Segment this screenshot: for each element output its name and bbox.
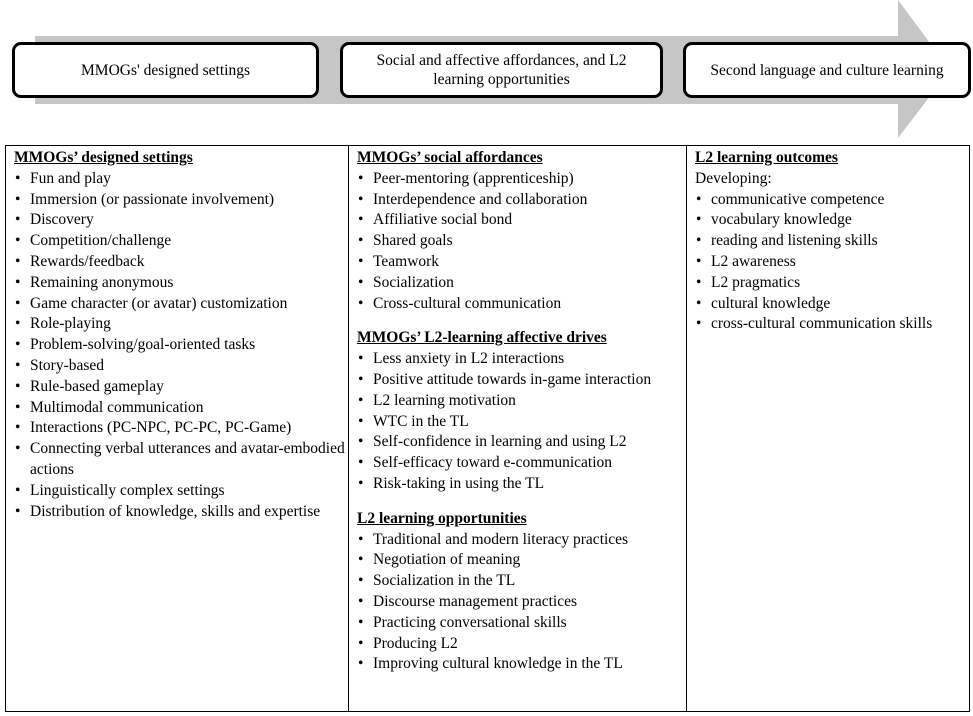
list-item: • Shared goals — [357, 231, 686, 252]
section-heading: MMOGs’ L2-learning affective drives — [357, 329, 607, 347]
section-intro: Developing: — [695, 169, 772, 187]
section — [357, 328, 686, 494]
list-item: • Distribution of knowledge, skills and expertise — [14, 502, 348, 523]
section-heading: MMOGs’ designed settings — [14, 149, 193, 166]
list-item: • L2 learning motivation — [357, 391, 686, 412]
column-designed-settings — [6, 146, 348, 711]
list-item: • Producing L2 — [357, 634, 686, 655]
list-item: • communicative competence — [695, 190, 969, 211]
list-item: • Negotiation of meaning — [357, 550, 686, 571]
list-item: • L2 pragmatics — [695, 273, 969, 294]
list-item: • L2 awareness — [695, 252, 969, 273]
list-item: • Story-based — [14, 356, 348, 377]
list-item: • Role-playing — [14, 314, 348, 335]
column-outcomes — [686, 146, 969, 711]
list-item: • Risk-taking in using the TL — [357, 474, 686, 495]
list-item: • Rewards/feedback — [14, 252, 348, 273]
list-item: • Self-efficacy toward e-communication — [357, 453, 686, 474]
list-item: • cross-cultural communication skills — [695, 314, 969, 335]
list-item: • Immersion (or passionate involvement) — [14, 190, 348, 211]
list-item: • vocabulary knowledge — [695, 210, 969, 231]
list-item: • Discovery — [14, 210, 348, 231]
list-item: • Improving cultural knowledge in the TL — [357, 654, 686, 675]
framework-table — [5, 145, 970, 712]
flow-box-language-learning — [683, 42, 971, 98]
section — [357, 509, 686, 675]
list-item: • Self-confidence in learning and using L2 — [357, 432, 686, 453]
list-item: • Game character (or avatar) customization — [14, 294, 348, 315]
section — [14, 148, 348, 522]
column-affordances — [348, 146, 686, 711]
flow-box-affordances — [340, 42, 663, 98]
list-item: • Rule-based gameplay — [14, 377, 348, 398]
flow-label: MMOGs' designed settings — [81, 61, 250, 79]
bullet-list — [357, 349, 686, 495]
list-item: • Positive attitude towards in-game interaction — [357, 370, 686, 391]
list-item: • Fun and play — [14, 169, 348, 190]
section — [357, 148, 686, 314]
list-item: • Practicing conversational skills — [357, 613, 686, 634]
list-item: • Affiliative social bond — [357, 210, 686, 231]
list-item: • Cross-cultural communication — [357, 294, 686, 315]
list-item: • Linguistically complex settings — [14, 481, 348, 502]
list-item: • Connecting verbal utterances and avatar-embodied actions — [14, 439, 348, 481]
list-item: • Interdependence and collaboration — [357, 190, 686, 211]
list-item: • Socialization — [357, 273, 686, 294]
section-heading: L2 learning outcomes — [695, 149, 838, 166]
section-heading: MMOGs’ social affordances — [357, 149, 543, 166]
list-item: • Competition/challenge — [14, 231, 348, 252]
list-item: • Socialization in the TL — [357, 571, 686, 592]
bullet-list — [695, 190, 969, 336]
bullet-list — [14, 169, 348, 523]
list-item: • cultural knowledge — [695, 294, 969, 315]
list-item: • Interactions (PC-NPC, PC-PC, PC-Game) — [14, 418, 348, 439]
bullet-list — [357, 530, 686, 676]
section — [695, 148, 969, 335]
flow-label: Social and affective affordances, and L2 learning opportunities — [376, 52, 627, 88]
list-item: • WTC in the TL — [357, 412, 686, 433]
section-heading: L2 learning opportunities — [357, 509, 527, 527]
list-item: • Discourse management practices — [357, 592, 686, 613]
list-item: • Peer-mentoring (apprenticeship) — [357, 169, 686, 190]
list-item: • Remaining anonymous — [14, 273, 348, 294]
list-item: • Traditional and modern literacy practices — [357, 530, 686, 551]
bullet-list — [357, 169, 686, 315]
list-item: • Multimodal communication — [14, 398, 348, 419]
flow-label: Second language and culture learning — [710, 61, 944, 79]
list-item: • Problem-solving/goal-oriented tasks — [14, 335, 348, 356]
flow-box-designed-settings — [12, 42, 319, 98]
list-item: • Less anxiety in L2 interactions — [357, 349, 686, 370]
list-item: • reading and listening skills — [695, 231, 969, 252]
list-item: • Teamwork — [357, 252, 686, 273]
